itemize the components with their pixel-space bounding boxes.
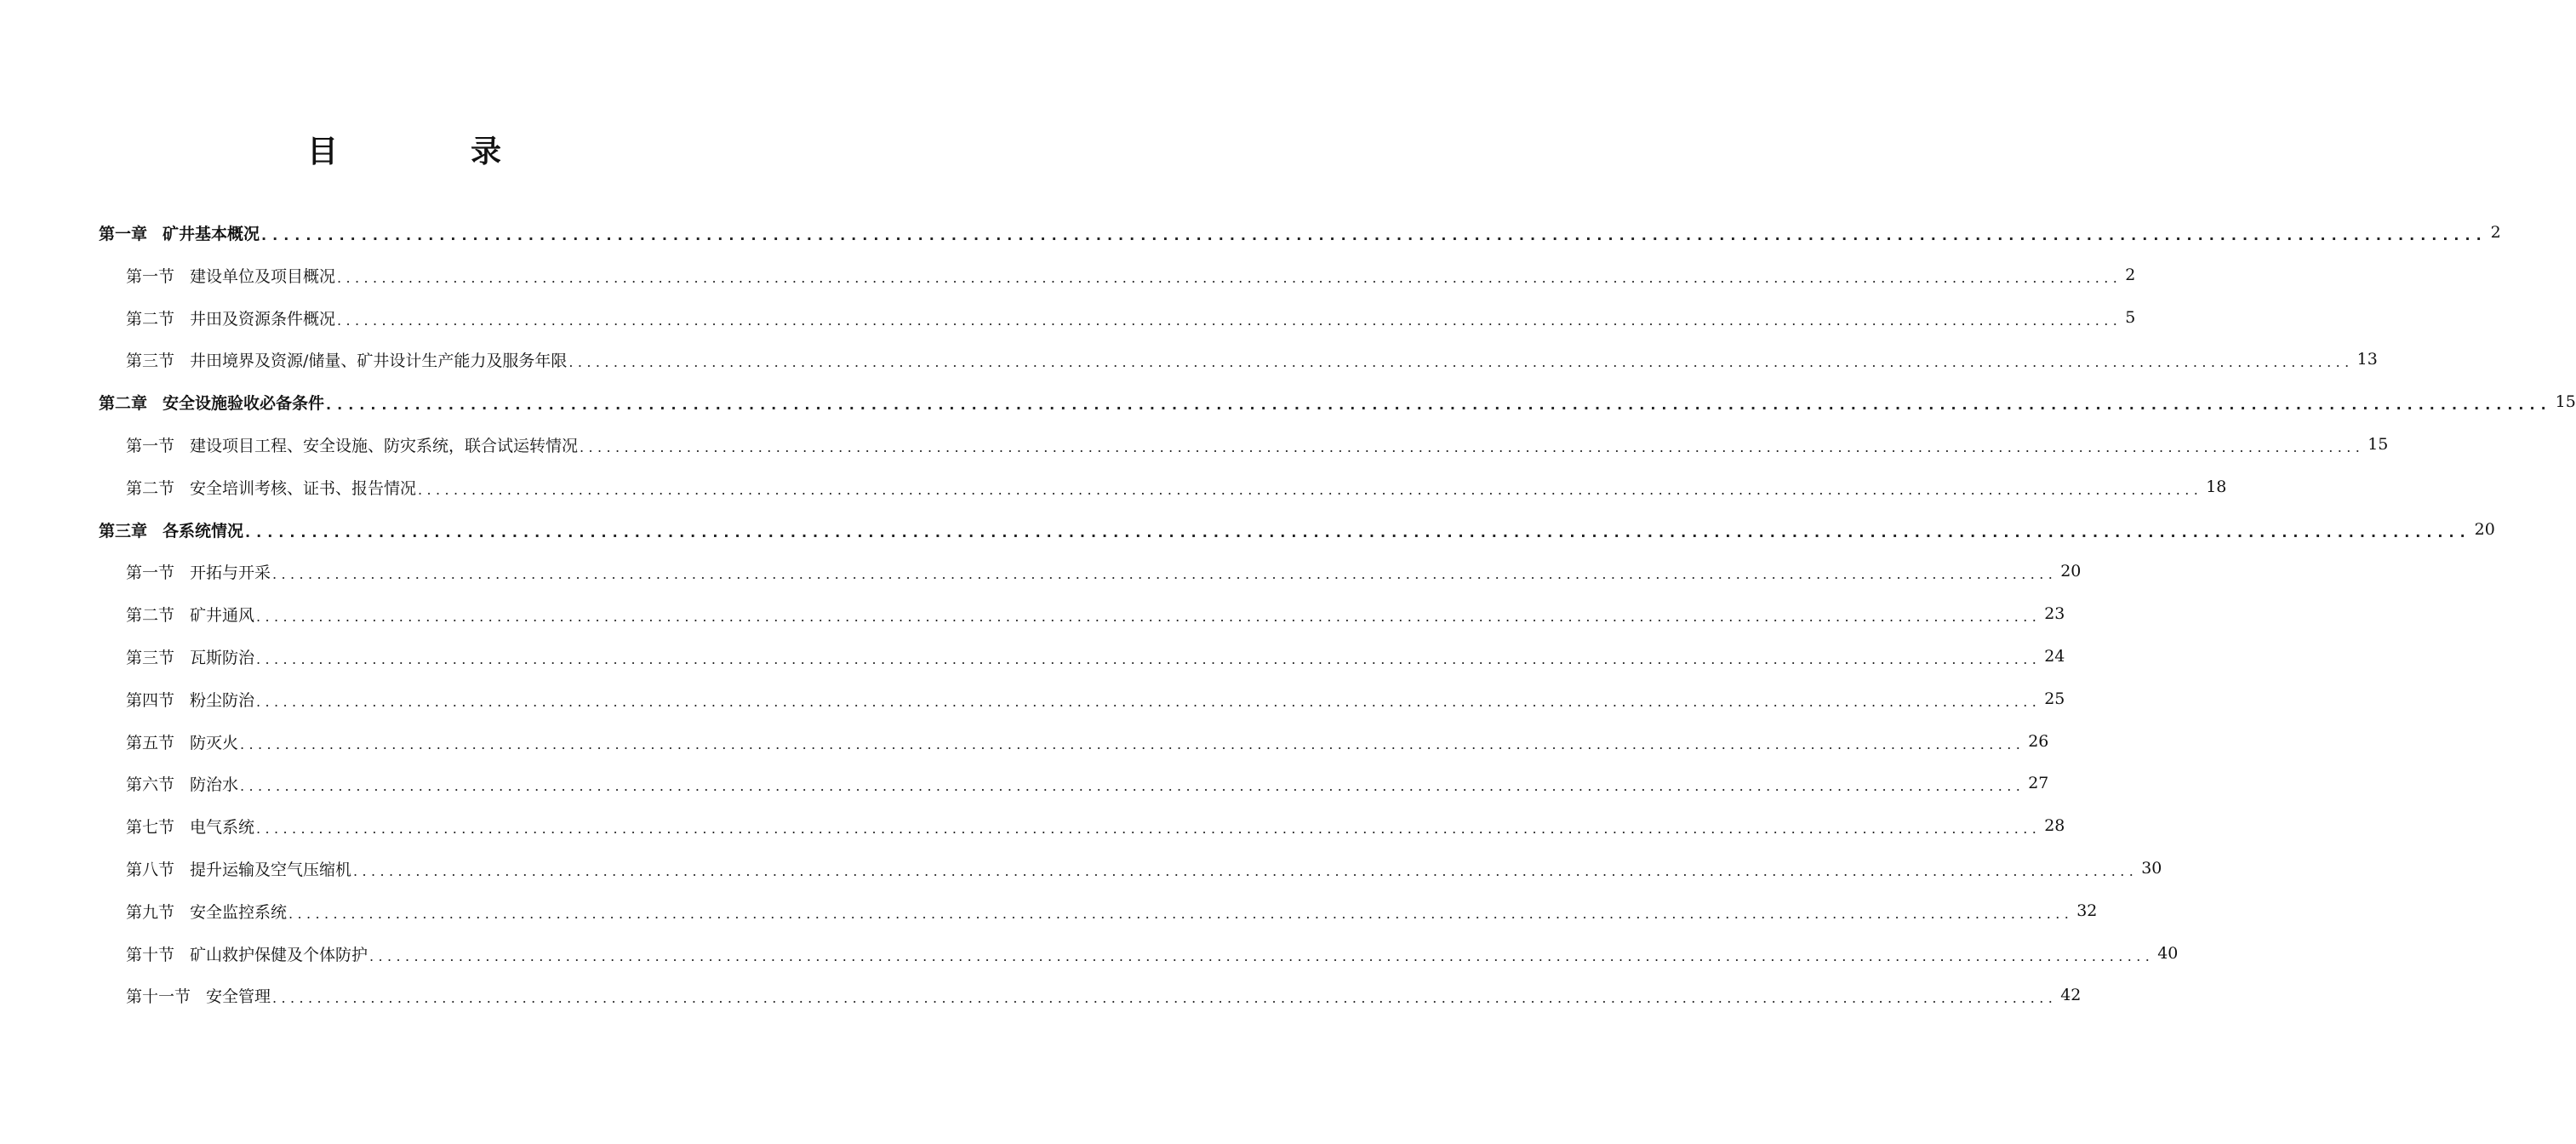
toc-entry-number: 第四节 (126, 690, 175, 710)
toc-page-number: 15 (2368, 435, 2389, 454)
toc-section-entry[interactable] (126, 342, 2378, 376)
toc-leader-dots: ........................................................................................................................................................................................................ (326, 397, 2552, 413)
toc-leader-dots: ........................................................................................................................................................................................................ (369, 948, 2155, 964)
toc-page-number: 24 (2044, 647, 2065, 666)
toc-entry-label (126, 772, 238, 795)
toc-leader-dots: ........................................................................................................................................................................................................ (272, 990, 2058, 1006)
toc-entry-number: 第十一节 (126, 987, 191, 1006)
toc-leader-dots: ........................................................................................................................................................................................................ (245, 524, 2471, 541)
toc-entry-number: 第三章 (99, 521, 148, 541)
toc-entry-number: 第九节 (126, 902, 175, 922)
toc-section-entry[interactable] (126, 258, 2136, 292)
toc-entry-title: 建设单位及项目概况 (190, 266, 336, 286)
toc-chapter-entry[interactable] (99, 512, 2495, 546)
toc-entry-label (99, 518, 243, 541)
toc-entry-number: 第十节 (126, 945, 175, 964)
toc-page-number: 26 (2028, 732, 2049, 751)
toc-page-number: 40 (2157, 944, 2179, 963)
toc-page-number: 28 (2044, 816, 2065, 835)
toc-entry-title: 防治水 (190, 775, 239, 794)
toc-entry-number: 第二节 (126, 478, 175, 498)
toc-leader-dots: ........................................................................................................................................................................................................ (418, 482, 2203, 498)
toc-section-entry[interactable] (126, 554, 2082, 588)
toc-entry-title: 矿山救护保健及个体防护 (190, 945, 368, 964)
toc-entry-title: 安全培训考核、证书、报告情况 (190, 478, 417, 498)
toc-entry-title: 建设项目工程、安全设施、防灾系统，联合试运转情况 (190, 436, 579, 455)
toc-entry-label (126, 688, 254, 711)
toc-entry-number: 第七节 (126, 817, 175, 837)
toc-entry-title: 瓦斯防治 (190, 648, 255, 667)
toc-entry-number: 第二节 (126, 309, 175, 329)
toc-entry-label (126, 984, 271, 1007)
toc-entry-title: 矿井基本概况 (163, 224, 260, 243)
toc-entry-label (126, 560, 271, 583)
toc-entry-title: 安全管理 (206, 987, 271, 1006)
toc-entry-title: 防灭火 (190, 733, 239, 752)
toc-entry-label (126, 730, 238, 753)
toc-section-entry[interactable] (126, 597, 2065, 631)
toc-page-number: 42 (2060, 986, 2082, 1004)
toc-section-entry[interactable] (126, 851, 2162, 885)
toc-leader-dots: ........................................................................................................................................................................................................ (337, 270, 2122, 286)
toc-leader-dots: ........................................................................................................................................................................................................ (272, 566, 2058, 582)
toc-entry-title: 各系统情况 (163, 521, 244, 541)
toc-section-entry[interactable] (126, 936, 2179, 970)
toc-entry-label (126, 900, 287, 923)
toc-entry-title: 提升运输及空气压缩机 (190, 860, 352, 879)
toc-page-number: 13 (2356, 350, 2378, 369)
toc-entry-label (126, 603, 254, 626)
toc-section-entry[interactable] (126, 894, 2098, 928)
toc-page-number: 2 (2125, 266, 2136, 284)
toc-page-number: 18 (2206, 478, 2227, 496)
toc-entry-number: 第一节 (126, 436, 175, 455)
toc-leader-dots: ........................................................................................................................................................................................................ (337, 312, 2122, 329)
toc-entry-label (126, 476, 416, 499)
toc-entry-title: 粉尘防治 (190, 690, 255, 710)
toc-section-entry[interactable] (126, 766, 2049, 800)
toc-entry-number: 第八节 (126, 860, 175, 879)
toc-page-number: 5 (2125, 308, 2136, 327)
toc-chapter-entry[interactable] (99, 215, 2501, 249)
toc-section-entry[interactable] (126, 724, 2049, 758)
toc-entry-label (126, 942, 368, 965)
toc-page-number: 32 (2076, 901, 2098, 920)
toc-page-number: 2 (2490, 223, 2501, 242)
toc-entry-number: 第六节 (126, 775, 175, 794)
toc-page-number: 20 (2060, 562, 2082, 581)
toc-entry-number: 第五节 (126, 733, 175, 752)
toc-leader-dots: ........................................................................................................................................................................................................ (256, 609, 2042, 625)
toc-entry-number: 第一章 (99, 224, 148, 243)
toc-entry-title: 矿井通风 (190, 605, 255, 625)
toc-entry-title: 井田及资源条件概况 (190, 309, 336, 329)
toc-leader-dots: ........................................................................................................................................................................................................ (240, 778, 2025, 794)
toc-section-entry[interactable] (126, 809, 2065, 843)
toc-entry-label (126, 815, 254, 838)
toc-leader-dots: ........................................................................................................................................................................................................ (256, 694, 2042, 710)
toc-entry-number: 第一节 (126, 266, 175, 286)
page-title: 目 录 (306, 134, 552, 169)
toc-entry-number: 第二节 (126, 605, 175, 625)
toc-entry-label (126, 306, 335, 329)
toc-leader-dots: ........................................................................................................................................................................................................ (288, 906, 2074, 922)
toc-entry-title: 安全设施验收必备条件 (163, 393, 325, 413)
toc-entry-number: 第三节 (126, 351, 175, 370)
toc-leader-dots: ........................................................................................................................................................................................................ (568, 354, 2354, 370)
toc-entry-number: 第二章 (99, 393, 148, 413)
toc-chapter-entry[interactable] (99, 385, 2576, 419)
toc-entry-label (126, 857, 351, 880)
toc-entry-title: 电气系统 (190, 817, 255, 837)
toc-leader-dots: ........................................................................................................................................................................................................ (240, 736, 2025, 752)
toc-section-entry[interactable] (126, 682, 2065, 716)
toc-section-entry[interactable] (126, 978, 2082, 1012)
toc-leader-dots: ........................................................................................................................................................................................................ (580, 439, 2365, 455)
toc-entry-number: 第三节 (126, 648, 175, 667)
toc-page-number: 30 (2141, 859, 2162, 878)
toc-page-number: 15 (2555, 392, 2576, 411)
toc-section-entry[interactable] (126, 639, 2065, 673)
toc-page-number: 23 (2044, 604, 2065, 623)
toc-page-number: 20 (2474, 520, 2495, 539)
toc-page-number: 27 (2028, 774, 2049, 792)
toc-entry-label (126, 645, 254, 668)
toc-section-entry[interactable] (126, 300, 2136, 335)
toc-section-entry[interactable] (126, 470, 2227, 504)
toc-entry-label (126, 348, 567, 371)
toc-leader-dots: ........................................................................................................................................................................................................ (256, 651, 2042, 667)
toc-entry-label (99, 221, 260, 244)
toc-entry-title: 安全监控系统 (190, 902, 288, 922)
toc-leader-dots: ........................................................................................................................................................................................................ (261, 227, 2487, 243)
toc-section-entry[interactable] (126, 427, 2389, 461)
toc-leader-dots: ........................................................................................................................................................................................................ (353, 863, 2139, 879)
toc-entry-number: 第一节 (126, 563, 175, 582)
toc-entry-label (99, 391, 324, 414)
toc-leader-dots: ........................................................................................................................................................................................................ (256, 821, 2042, 837)
toc-entry-title: 井田境界及资源/储量、矿井设计生产能力及服务年限 (190, 351, 568, 370)
toc-entry-label (126, 264, 335, 287)
toc-page-number: 25 (2044, 689, 2065, 708)
toc-entry-label (126, 433, 578, 456)
toc-entry-title: 开拓与开采 (190, 563, 271, 582)
